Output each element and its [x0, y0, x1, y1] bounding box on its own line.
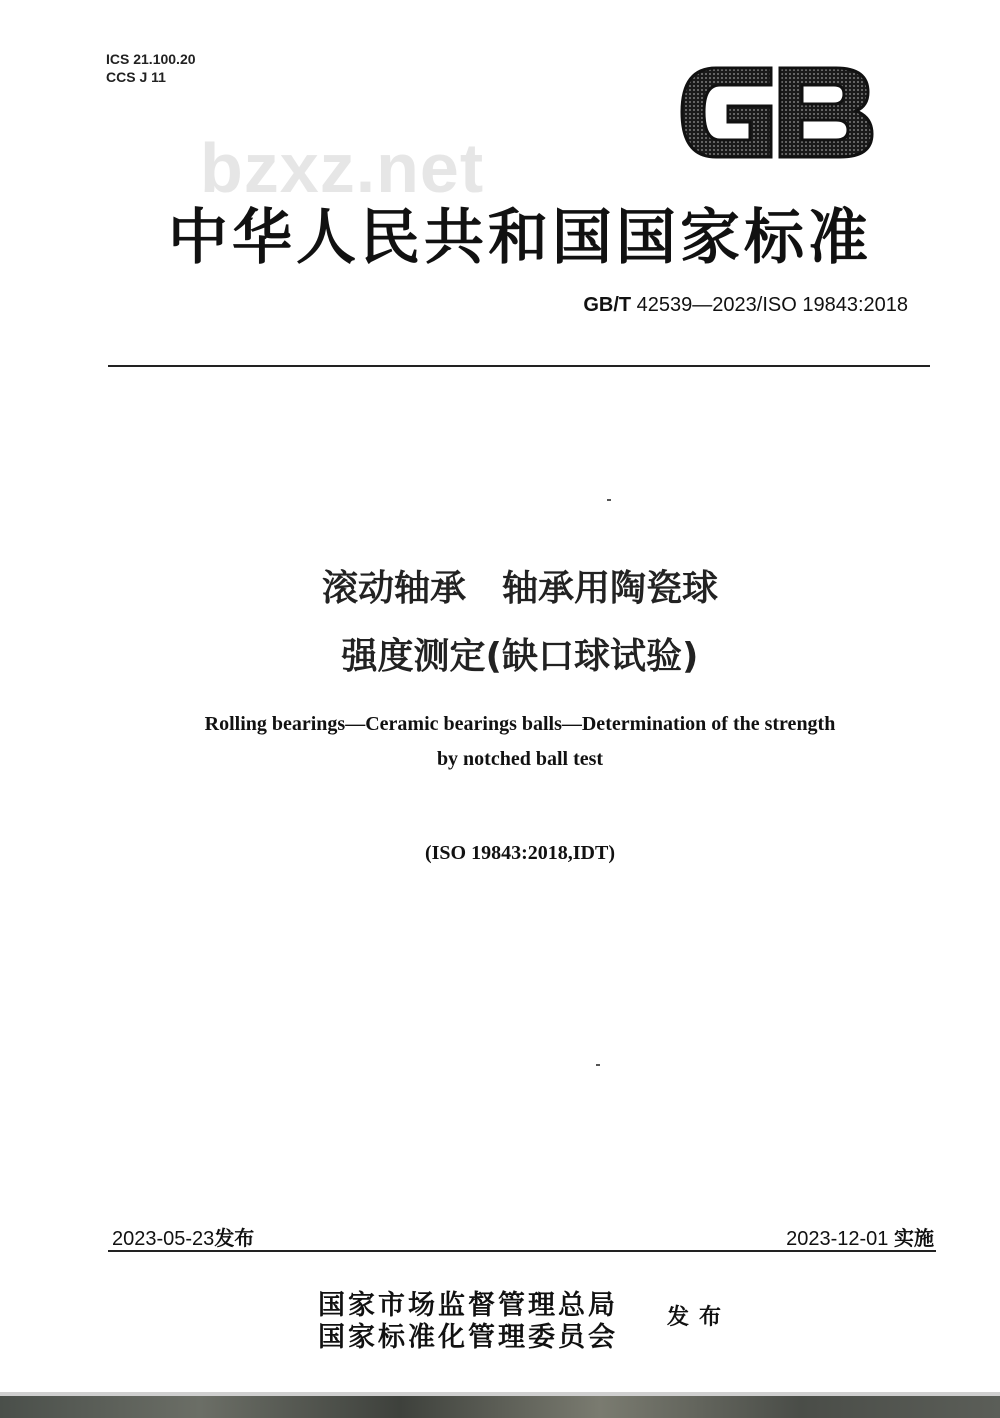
footer-divider [108, 1250, 936, 1252]
title-en-line2: by notched ball test [436, 748, 604, 770]
title-cn-line1: 滚动轴承 轴承用陶瓷球 [321, 568, 718, 609]
organization-title: 中华人民共和国国家标准 [168, 203, 872, 273]
scan-mark [607, 499, 611, 501]
title-en-line1: Rolling bearings—Ceramic bearings balls—Determination of the strength [204, 713, 836, 735]
implement-date-value: 2023-12-01 [786, 1228, 889, 1250]
standard-prefix: GB/T [583, 294, 632, 316]
standard-number-body: 42539—2023/ISO 19843:2018 [636, 294, 908, 316]
issuer-line2: 国家标准化管理委员会 [318, 1322, 618, 1353]
title-cn-line2: 强度测定(缺口球试验) [341, 636, 699, 677]
watermark: bzxz.net [200, 129, 485, 207]
issue-label: 发布 [667, 1304, 732, 1330]
implement-date-label: 实施 [894, 1226, 934, 1250]
standard-number [583, 294, 908, 317]
scan-mark [596, 1064, 600, 1066]
scan-edge-strip [0, 1396, 1000, 1418]
implement-date [786, 1222, 934, 1251]
classification-codes [106, 50, 196, 86]
publish-date-label: 发布 [214, 1226, 255, 1250]
ics-code: ICS 21.100.20 [106, 51, 196, 67]
publish-date [112, 1222, 254, 1251]
publish-date-value: 2023-05-23 [112, 1228, 215, 1250]
iso-reference: (ISO 19843:2018,IDT) [424, 842, 615, 864]
header-divider [108, 365, 930, 367]
issuer-line1: 国家市场监督管理总局 [318, 1290, 618, 1321]
ccs-code: CCS J 11 [106, 69, 166, 85]
gb-logo [676, 60, 876, 165]
